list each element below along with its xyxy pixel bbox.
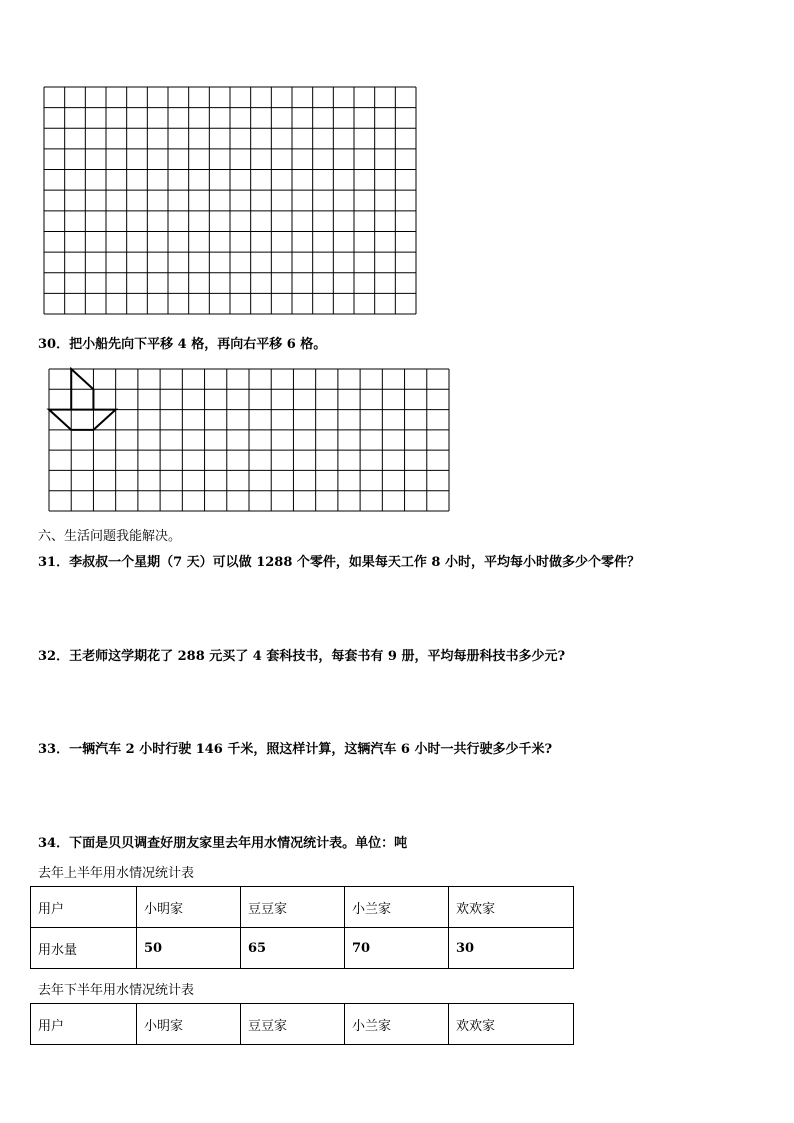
drawing-grid-1 [44, 87, 417, 315]
table1-caption: 去年上半年用水情况统计表 [38, 866, 195, 881]
header-cell: 用户 [31, 887, 137, 928]
header-cell: 豆豆家 [241, 887, 345, 928]
header-cell: 小明家 [137, 1004, 241, 1045]
table2-caption: 去年下半年用水情况统计表 [38, 983, 195, 998]
question-33: 33．一辆汽车 2 小时行驶 146 千米，照这样计算，这辆汽车 6 小时一共行驶多少千米? [38, 742, 553, 757]
value-cell: 30 [449, 928, 574, 969]
value-cell: 70 [345, 928, 449, 969]
value-cell: 50 [137, 928, 241, 969]
table-second-half [30, 1003, 574, 1045]
header-cell: 小明家 [137, 887, 241, 928]
table-row [31, 1004, 574, 1045]
header-cell: 欢欢家 [449, 1004, 574, 1045]
question-30: 30．把小船先向下平移 4 格，再向右平移 6 格。 [38, 337, 327, 352]
row-label-cell: 用水量 [31, 928, 137, 969]
boat-shape [49, 369, 116, 430]
header-cell: 小兰家 [345, 1004, 449, 1045]
question-34: 34．下面是贝贝调查好朋友家里去年用水情况统计表。单位：吨 [38, 836, 408, 851]
header-cell: 欢欢家 [449, 887, 574, 928]
question-32: 32．王老师这学期花了 288 元买了 4 套科技书，每套书有 9 册，平均每册科技书多少元? [38, 649, 566, 664]
header-cell: 豆豆家 [241, 1004, 345, 1045]
header-cell: 用户 [31, 1004, 137, 1045]
section-title: 六、生活问题我能解决。 [38, 529, 182, 544]
table-first-half [30, 886, 574, 969]
boat-grid [49, 369, 450, 512]
question-31: 31．李叔叔一个星期（7 天）可以做 1288 个零件，如果每天工作 8 小时，平均每小时做多少个零件？ [38, 555, 640, 570]
value-cell: 65 [241, 928, 345, 969]
header-cell: 小兰家 [345, 887, 449, 928]
table-row [31, 928, 574, 969]
table-row [31, 887, 574, 928]
